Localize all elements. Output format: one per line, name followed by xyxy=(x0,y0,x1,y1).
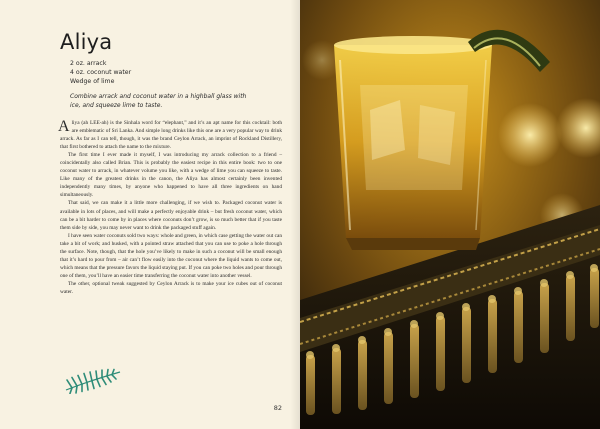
ingredient-item: 4 oz. coconut water xyxy=(70,69,132,76)
recipe-title: Aliya xyxy=(60,30,113,54)
body-paragraph: That said, we can make it a little more challenging, if we wish to. Packaged coconut water is available in lots of places, and will make a perfectly enjoyable drink – but fresh coconut water, which can be a bit harder to come by in places where coconuts don’t grow, is so much better that if you taste them side by side, you may never want to drink the packaged stuff again. xyxy=(60,200,282,231)
body-paragraph: I have seen water coconuts sold two ways: whole and green, in which case getting the water out can take a bit of work; and husked, with a pointed straw attached that you can use to poke a hole through the surface. Note, though, that the hole you’ve likely to make in such a coconut will be small enough that it’s hard to pour from – air can’t flow easily into the coconut where the liquid wants to come out, which means that the pressure favors the liquid staying put. If you can poke two holes and pour through one of them, you’ll have an easier time transferring the coconut water into another vessel. xyxy=(60,232,282,279)
ingredient-list xyxy=(70,59,282,86)
body-paragraph xyxy=(60,119,282,151)
palm-leaf-icon xyxy=(64,368,122,394)
article-body xyxy=(60,119,282,296)
drop-cap: A xyxy=(58,118,70,135)
cocktail-photo xyxy=(300,0,600,429)
paragraph-text: liya (ah LEE-ah) is the Sinhala word for “elephant,” and it’s an apt name for this cocktail: both are emblematic of Sri Lanka. And simple long drinks like this one are a very popular way to drink arrack. As far as I can tell, though, it was the brand Ceylon Arrack, an imprint of Rockland Distillery, that first bothered to attach the name to the mixture. xyxy=(60,120,282,151)
ingredient-item: Wedge of lime xyxy=(70,78,115,85)
page-number: 82 xyxy=(273,404,282,412)
body-paragraph: The other, optional tweak suggested by Ceylon Arrack is to make your ice cubes out of coconut water. xyxy=(60,280,282,295)
right-page xyxy=(300,0,600,429)
ingredient-item: 2 oz. arrack xyxy=(70,60,107,67)
body-paragraph: The first time I ever made it myself, I was introducing my arrack collection to a friend – coincidentally also called Brian. This is probably the easiest recipe in this entire book: two to one coconut water to arrack, in whatever volume you like, with a wedge of lime you can squeeze to taste. Like many of the greatest drinks in the canon, the Aliya has almost certainly been invented independently many times, by anyone who happened to have all three ingredients on hand simultaneously. xyxy=(60,152,282,199)
recipe-method: Combine arrack and coconut water in a highball glass with ice, and squeeze lime to taste. xyxy=(70,93,247,109)
